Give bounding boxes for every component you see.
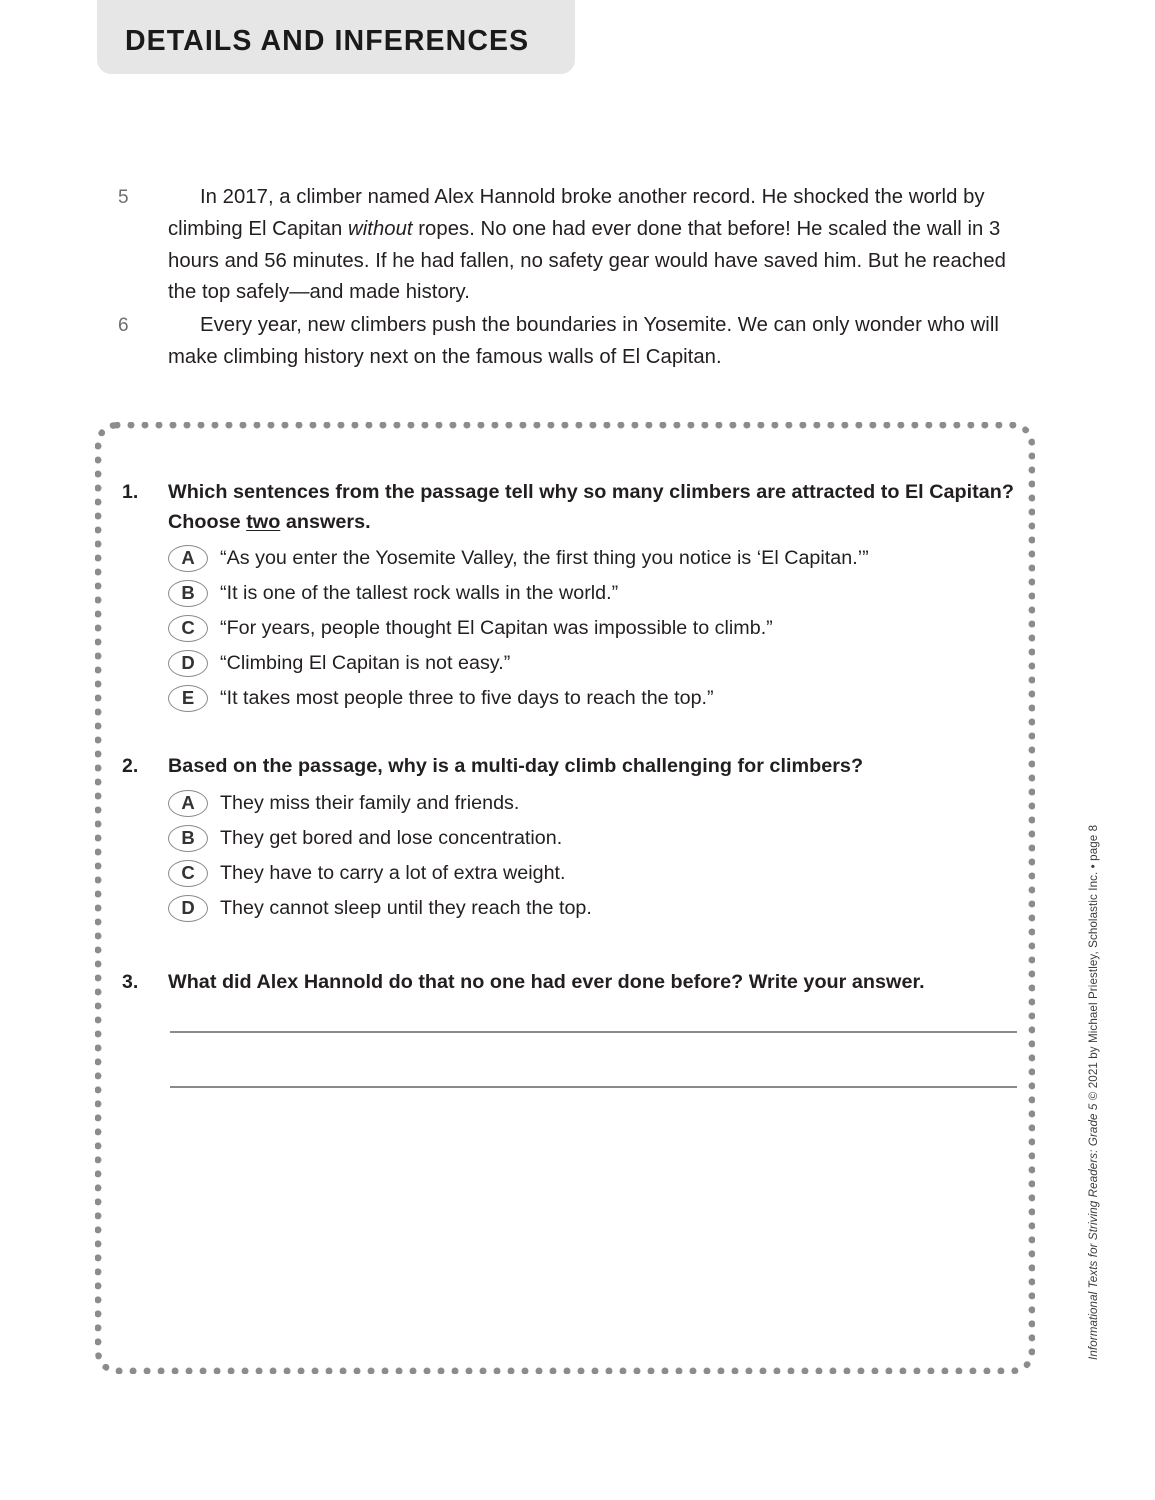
paragraph-text-before-italic: Every year, new climbers push the boundaries in Yosemite. We can only wonder who will make climbing history next on the famous walls of El Capitan.	[168, 314, 999, 368]
question-1-choice-b[interactable]	[168, 578, 1022, 608]
question-2-prompt	[168, 752, 1022, 782]
copyright-credit	[1087, 825, 1100, 1360]
section-spacer	[122, 928, 1022, 968]
question-1-prompt-part2: answers.	[280, 510, 371, 533]
choice-label: They have to carry a lot of extra weight.	[220, 861, 566, 884]
choice-bubble-icon[interactable]: C	[168, 860, 208, 887]
choice-bubble-icon[interactable]: B	[168, 825, 208, 852]
choice-bubble-icon[interactable]: D	[168, 895, 208, 922]
paragraph-body	[168, 310, 1020, 374]
choice-label: “It takes most people three to five days to reach the top.”	[220, 687, 714, 709]
choice-bubble-icon[interactable]: C	[168, 615, 208, 642]
question-3-prompt-part1: What did Alex Hannold do that no one had ever done before? Write your answer.	[168, 970, 925, 993]
question-3-answer-area[interactable]	[122, 1031, 1022, 1088]
question-1	[122, 478, 1022, 713]
question-3-prompt	[168, 968, 1022, 998]
page-title: DETAILS AND INFERENCES	[125, 25, 530, 57]
question-2-choice-a[interactable]	[168, 788, 1022, 818]
paragraph-body	[168, 182, 1020, 309]
question-1-prompt	[168, 478, 1022, 537]
paragraph-text-after-italic: ropes. No one had ever done that before! He scaled the wall in 3 hours and 56 minutes. If he had fallen, no safety gear would have saved him. But he reached the top safely—and made history.	[168, 217, 1006, 304]
choice-label: They miss their family and friends.	[220, 791, 520, 814]
question-2-choice-c[interactable]	[168, 858, 1022, 888]
choice-bubble-icon[interactable]: B	[168, 580, 208, 607]
question-1-choices	[122, 543, 1022, 713]
question-1-choice-a[interactable]	[168, 543, 1022, 573]
choice-bubble-icon[interactable]: D	[168, 650, 208, 677]
choice-label: “As you enter the Yosemite Valley, the first thing you notice is ‘El Capitan.’”	[220, 547, 869, 569]
passage-paragraph	[118, 310, 1020, 374]
question-1-header	[122, 478, 1022, 537]
question-1-choice-c[interactable]	[168, 613, 1022, 643]
question-3-header	[122, 968, 1022, 998]
question-1-choice-e[interactable]	[168, 683, 1022, 713]
question-2-choices	[122, 788, 1022, 923]
paragraph-number: 5	[118, 187, 129, 208]
choice-bubble-icon[interactable]: E	[168, 685, 208, 712]
choice-label: They get bored and lose concentration.	[220, 826, 563, 849]
question-2-number: 2.	[122, 755, 139, 777]
passage-paragraph	[118, 182, 1020, 309]
section-spacer	[122, 718, 1022, 752]
question-3-number: 3.	[122, 970, 139, 993]
choice-label: “It is one of the tallest rock walls in the world.”	[220, 582, 619, 604]
choice-label: “For years, people thought El Capitan was impossible to climb.”	[220, 617, 773, 639]
question-2-choice-b[interactable]	[168, 823, 1022, 853]
question-2	[122, 752, 1022, 923]
question-1-prompt-part1: Which sentences from the passage tell why so many climbers are attracted to El Capitan? Choose	[168, 481, 1014, 533]
choice-bubble-icon[interactable]: A	[168, 790, 208, 817]
question-2-header	[122, 752, 1022, 782]
question-3	[122, 968, 1022, 1088]
answer-write-line[interactable]	[170, 1086, 1017, 1088]
question-1-prompt-emphasis: two	[246, 510, 281, 533]
questions-list	[122, 478, 1022, 1141]
choice-label: “Climbing El Capitan is not easy.”	[220, 652, 511, 674]
section-header-banner	[97, 0, 575, 74]
choice-bubble-icon[interactable]: A	[168, 545, 208, 572]
paragraph-text-before-italic: In 2017, a climber named Alex Hannold broke another record. He shocked the world by climbing El Capitan	[168, 186, 985, 240]
paragraph-italic-word: without	[348, 217, 413, 240]
passage-text	[118, 182, 1020, 374]
answer-write-line[interactable]	[170, 1031, 1017, 1033]
paragraph-number: 6	[118, 315, 129, 337]
question-2-prompt-part1: Based on the passage, why is a multi-day climb challenging for climbers?	[168, 755, 864, 777]
question-1-number: 1.	[122, 481, 139, 503]
credit-title: Informational Texts for Striving Readers: Grade 5	[1087, 1103, 1100, 1360]
credit-rest: © 2021 by Michael Priestley, Scholastic Inc. • page 8	[1087, 824, 1100, 1104]
choice-label: They cannot sleep until they reach the top.	[220, 896, 592, 919]
question-1-choice-d[interactable]	[168, 648, 1022, 678]
question-2-choice-d[interactable]	[168, 893, 1022, 923]
